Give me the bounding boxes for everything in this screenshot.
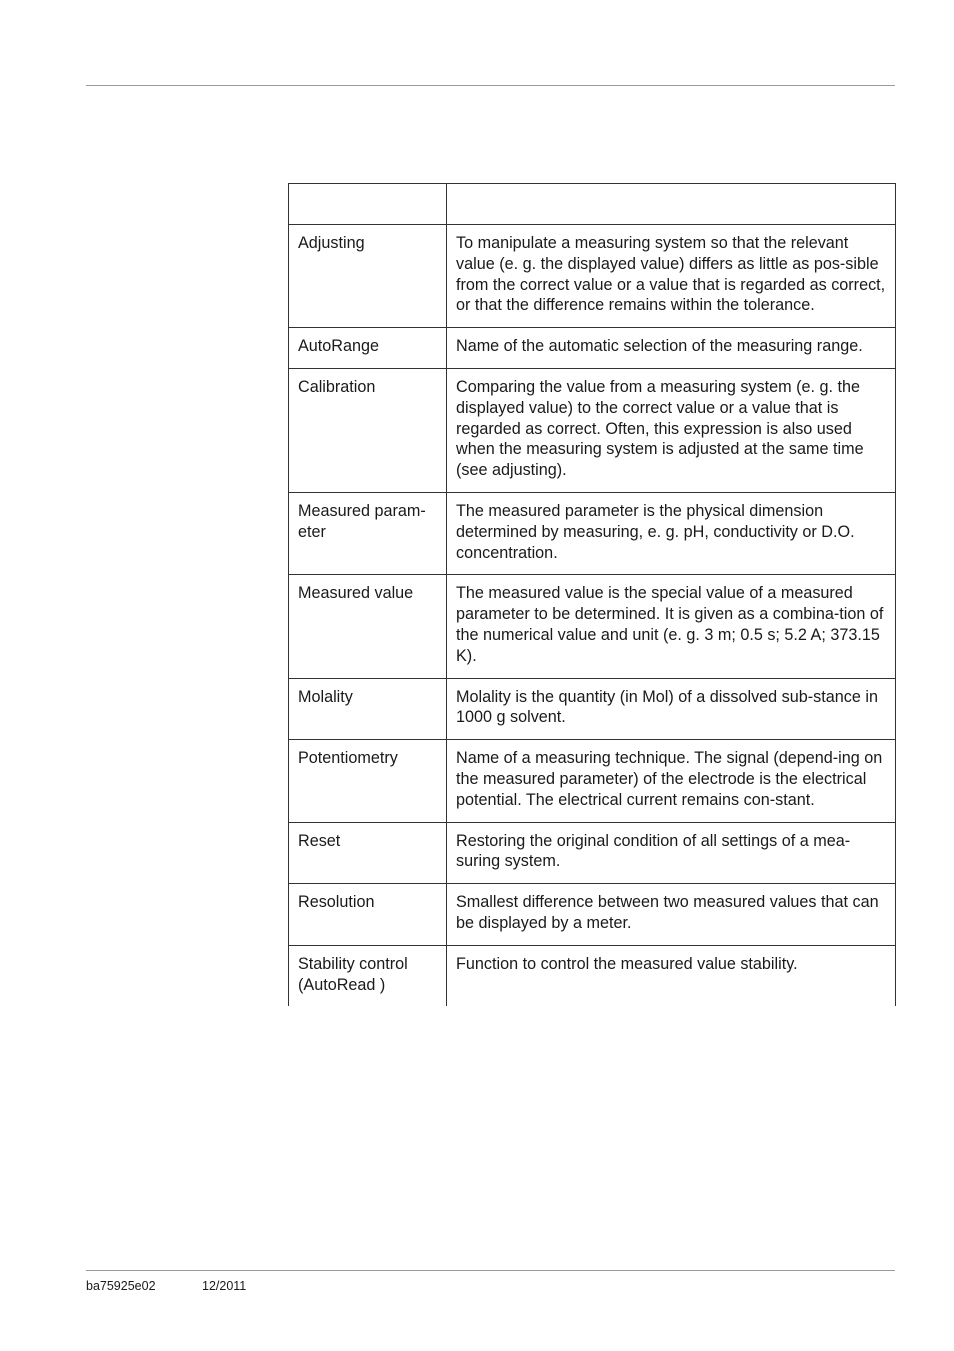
definition-cell: The measured parameter is the physical dimension determined by measuring, e. g. pH, conductivity or D.O. concentration. bbox=[447, 492, 896, 574]
definition-cell: Function to control the measured value stability. bbox=[447, 945, 896, 1006]
table-row bbox=[289, 328, 896, 369]
term-column-header bbox=[289, 184, 447, 225]
definition-cell: Comparing the value from a measuring system (e. g. the displayed value) to the correct value or a value that is regarded as correct. Often, this expression is also used when the measuring system is adjusted at the same time (see adjusting). bbox=[447, 368, 896, 492]
term-cell: Reset bbox=[289, 822, 447, 884]
table-row bbox=[289, 575, 896, 678]
table-row bbox=[289, 822, 896, 884]
term-cell: Stability control (AutoRead ) bbox=[289, 945, 447, 1006]
term-cell: Measured param-eter bbox=[289, 492, 447, 574]
definition-column-header bbox=[447, 184, 896, 225]
definition-cell: The measured value is the special value of a measured parameter to be determined. It is given as a combina-tion of the numerical value and unit (e. g. 3 m; 0.5 s; 5.2 A; 373.15 K). bbox=[447, 575, 896, 678]
definition-cell: Molality is the quantity (in Mol) of a dissolved sub-stance in 1000 g solvent. bbox=[447, 678, 896, 740]
term-cell: Adjusting bbox=[289, 225, 447, 328]
term-cell: AutoRange bbox=[289, 328, 447, 369]
table-row bbox=[289, 945, 896, 1006]
table-header-row bbox=[289, 184, 896, 225]
table-row bbox=[289, 740, 896, 822]
term-cell: Calibration bbox=[289, 368, 447, 492]
footer-document-id: ba75925e02 bbox=[86, 1279, 156, 1293]
term-cell: Measured value bbox=[289, 575, 447, 678]
definition-cell: Name of a measuring technique. The signal (depend-ing on the measured parameter) of the electrode is the electrical potential. The electrical current remains con-stant. bbox=[447, 740, 896, 822]
term-cell: Potentiometry bbox=[289, 740, 447, 822]
footer-date: 12/2011 bbox=[202, 1279, 247, 1293]
table-row bbox=[289, 368, 896, 492]
definition-cell: Restoring the original condition of all settings of a mea-suring system. bbox=[447, 822, 896, 884]
term-cell: Resolution bbox=[289, 884, 447, 946]
header-rule bbox=[86, 85, 895, 86]
definition-cell: Name of the automatic selection of the measuring range. bbox=[447, 328, 896, 369]
table-row bbox=[289, 225, 896, 328]
footer-rule bbox=[86, 1270, 895, 1271]
table-row bbox=[289, 884, 896, 946]
definition-cell: Smallest difference between two measured values that can be displayed by a meter. bbox=[447, 884, 896, 946]
table-row bbox=[289, 492, 896, 574]
definition-cell: To manipulate a measuring system so that the relevant value (e. g. the displayed value) differs as little as pos-sible from the correct value or a value that is regarded as correct, or that the difference remains within the tolerance. bbox=[447, 225, 896, 328]
glossary-table bbox=[288, 183, 896, 1006]
table-row bbox=[289, 678, 896, 740]
term-cell: Molality bbox=[289, 678, 447, 740]
